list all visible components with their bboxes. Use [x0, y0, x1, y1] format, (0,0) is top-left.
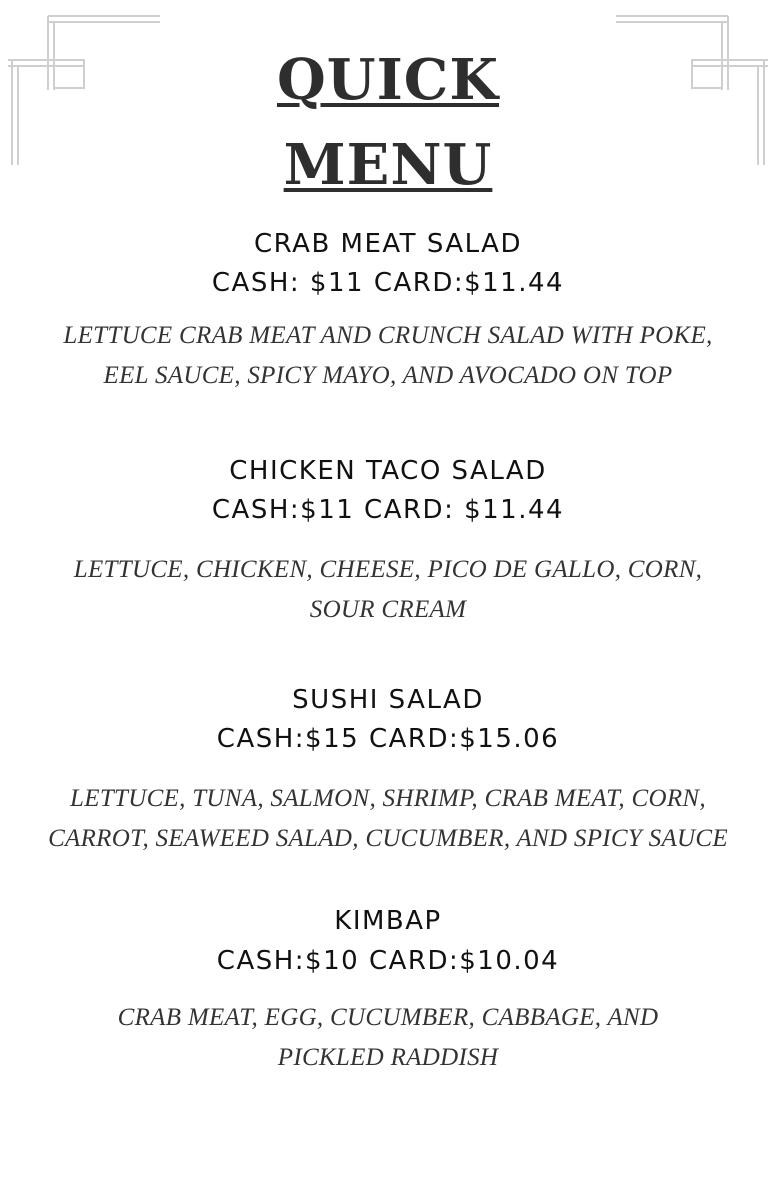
- item-price: CASH:$15 CARD:$15.06: [216, 724, 560, 754]
- item-description: CRAB MEAT, EGG, CUCUMBER, CABBAGE, AND PICKLED RADDISH: [117, 1004, 659, 1071]
- item-price: CASH:$10 CARD:$10.04: [216, 946, 560, 976]
- item-price: CASH:$11 CARD: $11.44: [211, 495, 565, 525]
- item-name: CHICKEN TACO SALAD: [229, 456, 547, 486]
- menu-title-text-2: MENU: [283, 132, 493, 198]
- item-name: SUSHI SALAD: [292, 685, 484, 715]
- item-description: LETTUCE, CHICKEN, CHEESE, PICO DE GALLO, CORN, SOUR CREAM: [73, 556, 703, 623]
- menu-title-line-2: [0, 132, 776, 198]
- item-name: CRAB MEAT SALAD: [254, 229, 522, 259]
- item-description: LETTUCE CRAB MEAT AND CRUNCH SALAD WITH POKE, EEL SAUCE, SPICY MAYO, AND AVOCADO ON TOP: [63, 322, 713, 389]
- item-price: CASH: $11 CARD:$11.44: [211, 268, 565, 298]
- menu-title-line-1: [0, 47, 776, 113]
- item-name: KIMBAP: [334, 906, 442, 936]
- menu-title-text-1: QUICK: [276, 47, 500, 113]
- item-description: LETTUCE, TUNA, SALMON, SHRIMP, CRAB MEAT, CORN, CARROT, SEAWEED SALAD, CUCUMBER, AND SPICY SAUCE: [48, 785, 728, 852]
